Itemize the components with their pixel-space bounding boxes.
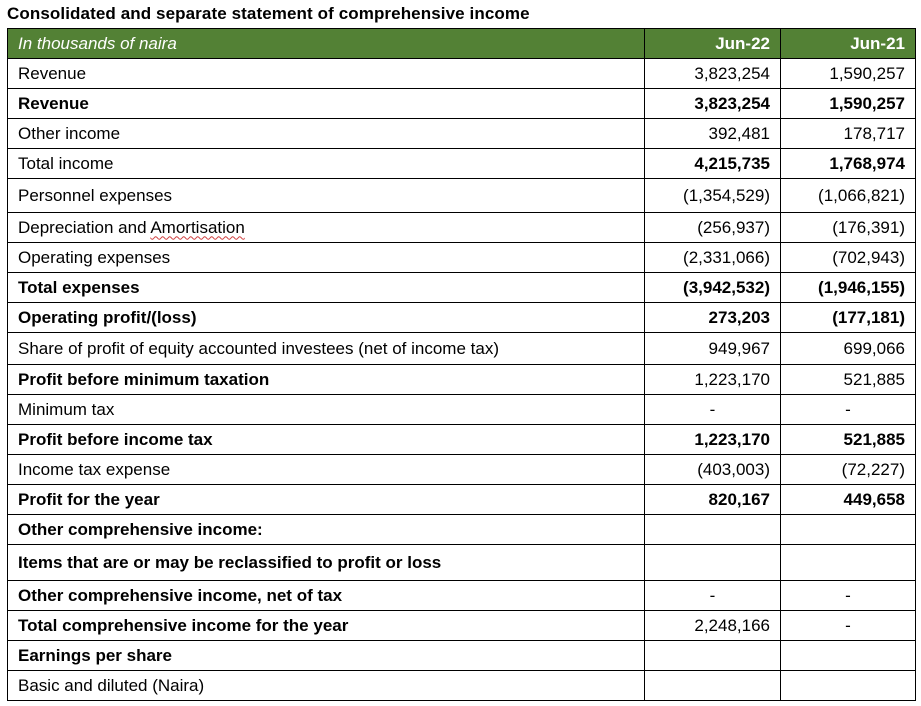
value-jun21: (1,946,155) [781, 273, 916, 303]
value-jun22: 3,823,254 [645, 89, 781, 119]
value-jun22: 820,167 [645, 485, 781, 515]
table-row-items-reclassified [8, 545, 916, 581]
value-jun21 [781, 671, 916, 701]
table-row-personnel-expenses [8, 179, 916, 213]
value-jun21: - [781, 581, 916, 611]
row-label-prefix: Depreciation and [18, 217, 151, 237]
table-row-operating-expenses [8, 243, 916, 273]
value-jun22: 392,481 [645, 119, 781, 149]
value-jun21 [781, 545, 916, 581]
value-jun22: - [645, 395, 781, 425]
table-row-basic-and-diluted [8, 671, 916, 701]
value-jun21: (176,391) [781, 213, 916, 243]
value-jun22 [645, 641, 781, 671]
row-label: Basic and diluted (Naira) [8, 671, 645, 701]
value-jun22 [645, 545, 781, 581]
table-row-other-income [8, 119, 916, 149]
row-label: Total comprehensive income for the year [8, 611, 645, 641]
table-row-oci-net-of-tax [8, 581, 916, 611]
table-row-profit-before-minimum-taxation [8, 365, 916, 395]
table-row-revenue [8, 59, 916, 89]
value-jun22: (256,937) [645, 213, 781, 243]
row-label: Personnel expenses [8, 179, 645, 213]
table-row-other-comprehensive-income-heading [8, 515, 916, 545]
table-row-profit-for-the-year [8, 485, 916, 515]
income-statement-table [7, 28, 916, 701]
table-row-total-comprehensive-income [8, 611, 916, 641]
value-jun22: 1,223,170 [645, 365, 781, 395]
table-row-total-expenses [8, 273, 916, 303]
row-label: Operating expenses [8, 243, 645, 273]
value-jun21 [781, 515, 916, 545]
row-label: Operating profit/(loss) [8, 303, 645, 333]
table-row-depreciation-amortisation [8, 213, 916, 243]
row-label: Profit before minimum taxation [8, 365, 645, 395]
value-jun21: 699,066 [781, 333, 916, 365]
value-jun21 [781, 641, 916, 671]
table-row-earnings-per-share [8, 641, 916, 671]
table-header-row [8, 29, 916, 59]
value-jun22: (1,354,529) [645, 179, 781, 213]
row-label: Total income [8, 149, 645, 179]
row-label: Earnings per share [8, 641, 645, 671]
value-jun21: 1,590,257 [781, 59, 916, 89]
column-header-jun21: Jun-21 [781, 29, 916, 59]
value-jun22: 2,248,166 [645, 611, 781, 641]
value-jun22: (403,003) [645, 455, 781, 485]
row-label [8, 213, 645, 243]
value-jun22: 273,203 [645, 303, 781, 333]
value-jun21: (72,227) [781, 455, 916, 485]
value-jun21: 521,885 [781, 365, 916, 395]
row-label: Minimum tax [8, 395, 645, 425]
row-label: Other comprehensive income, net of tax [8, 581, 645, 611]
row-label: Other comprehensive income: [8, 515, 645, 545]
table-row-total-income [8, 149, 916, 179]
value-jun22: - [645, 581, 781, 611]
table-row-revenue-total [8, 89, 916, 119]
table-row-share-of-profit-investees [8, 333, 916, 365]
value-jun22: 949,967 [645, 333, 781, 365]
row-label: Share of profit of equity accounted investees (net of income tax) [8, 333, 645, 365]
table-row-profit-before-income-tax [8, 425, 916, 455]
statement-title: Consolidated and separate statement of comprehensive income [7, 4, 530, 23]
value-jun22 [645, 515, 781, 545]
value-jun21: 1,768,974 [781, 149, 916, 179]
table-row-operating-profit [8, 303, 916, 333]
value-jun21: - [781, 611, 916, 641]
value-jun21: 1,590,257 [781, 89, 916, 119]
value-jun22: 1,223,170 [645, 425, 781, 455]
value-jun21: (702,943) [781, 243, 916, 273]
value-jun21: (1,066,821) [781, 179, 916, 213]
value-jun22: (3,942,532) [645, 273, 781, 303]
row-label: Other income [8, 119, 645, 149]
row-label: Revenue [8, 59, 645, 89]
value-jun21: (177,181) [781, 303, 916, 333]
value-jun22: 4,215,735 [645, 149, 781, 179]
value-jun22 [645, 671, 781, 701]
value-jun21: 178,717 [781, 119, 916, 149]
table-row-minimum-tax [8, 395, 916, 425]
value-jun22: 3,823,254 [645, 59, 781, 89]
row-label: Income tax expense [8, 455, 645, 485]
row-label: Total expenses [8, 273, 645, 303]
row-label: Items that are or may be reclassified to profit or loss [8, 545, 645, 581]
row-label: Profit before income tax [8, 425, 645, 455]
value-jun22: (2,331,066) [645, 243, 781, 273]
value-jun21: - [781, 395, 916, 425]
row-label: Profit for the year [8, 485, 645, 515]
table-row-income-tax-expense [8, 455, 916, 485]
value-jun21: 449,658 [781, 485, 916, 515]
value-jun21: 521,885 [781, 425, 916, 455]
spellcheck-flagged-word: Amortisation [150, 217, 245, 237]
units-label: In thousands of naira [8, 29, 645, 59]
column-header-jun22: Jun-22 [645, 29, 781, 59]
row-label: Revenue [8, 89, 645, 119]
